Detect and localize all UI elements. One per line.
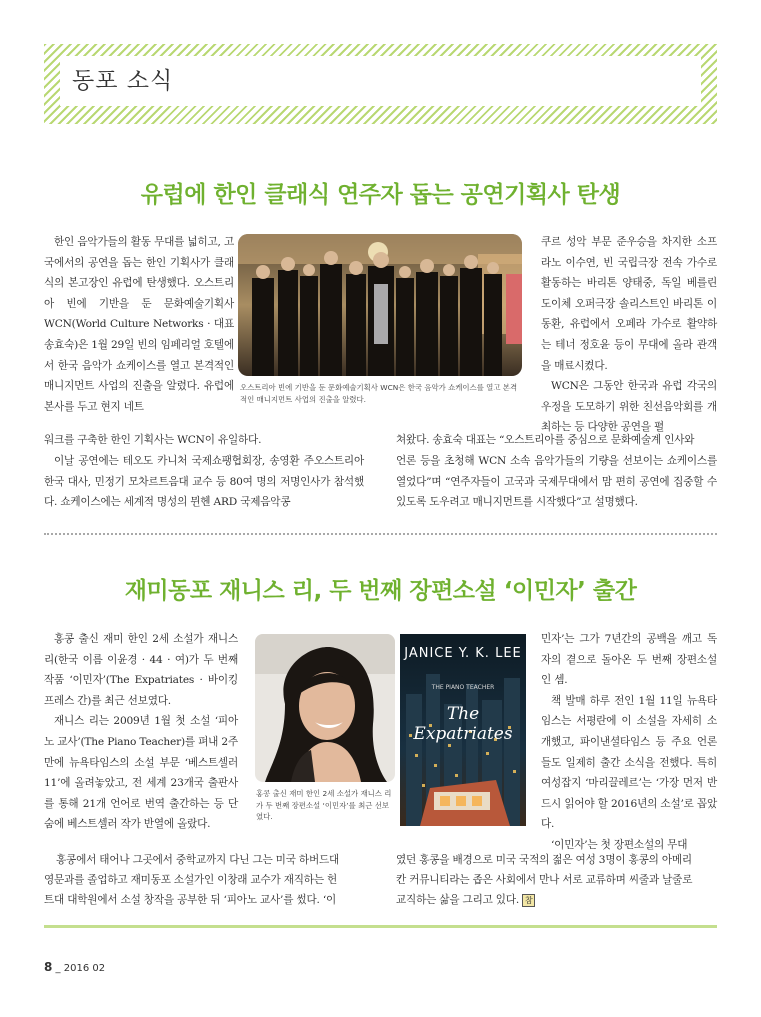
article2-right-text-1: 민자’는 그가 7년간의 공백을 깨고 독자의 곁으로 돌아온 두 번째 장편소설인 셈. [541,633,717,687]
article2-photo-caption: 홍콩 출신 재미 한인 2세 소설가 재니스 리가 두 번째 장편소설 ‘이민자’를 최근 선보였다. [256,789,392,821]
article2-wide-right-2: 칸 커뮤니티라는 좁은 사회에서 만나 서로 교류하며 씨줄과 날줄로 [396,874,693,886]
article1-right-text-2: WCN은 그동안 한국과 유럽 각국의 우정을 도모하기 위한 친선음악회를 개최하는 등 다양한 공연을 펼 [541,380,717,434]
page-footer [44,960,105,974]
issue-date: _ 2016 02 [55,963,106,974]
concert-group-photo [238,234,522,376]
article1-lower-left-text: 이날 공연에는 테오도 카니처 국제쇼팽협회장, 송영환 주오스트리아 한국 대사, 민정기 모차르트음대 교수 등 80여 명의 저명인사가 참석했다. 쇼케이스에는 세계적 명성의 뮌헨 ARD 국제음악콩 [44,455,364,509]
article1-photo-caption: 오스트리아 빈에 기반을 둔 문화예술기획사 WCN은 한국 음악가 쇼케이스를 열고 본격적인 매니지먼트 사업의 진출을 알렸다. [240,383,518,404]
article1-right-text-1: 쿠르 성악 부문 준우승을 차지한 소프라노 이수연, 빈 국립극장 전속 가수로 활동하는 바리톤 양태중, 독일 베를린 도이체 오퍼극장 솔리스트인 바리톤 이동환, 유럽에서 오페라 가수로 활약하는 테너 정호윤 등이 무대에 올라 관객을 매료시켰다. [541,236,717,372]
article2-right-column [541,629,717,856]
article1-lower-right [396,451,717,513]
article2-right-text-3: ‘이민자’는 첫 장편소설의 무대 [551,838,688,851]
article2-wide-left-3: 트대 대학원에서 소설 창작을 공부한 뒤 ‘피아노 교사’를 썼다. ‘이 [44,894,337,906]
article-divider [44,533,717,535]
article2-left-text-2: 재니스 리는 2009년 1월 첫 소설 ‘피아노 교사’(The Piano Teacher)를 펴내 2주 만에 뉴욕타임스의 소설 부문 ‘베스트셀러 11’에 올려놓았고, 전 세계 23개국 출판사를 통해 21개 언어로 번역 출간하는 등 단숨에 베스트셀러 작가 반열에 올랐다. [44,715,238,831]
book-cover-the-expatriates [400,634,526,826]
article2-wide-right-1: 였던 홍콩을 배경으로 미국 국적의 젊은 여성 3명이 홍콩의 아메리 [396,854,692,866]
section-title: 동포 소식 [72,68,174,94]
article1-headline: 유럽에 한인 클래식 연주자 돕는 공연기획사 탄생 [140,182,621,208]
article2-right-text-2: 책 발매 하루 전인 1월 11일 뉴욕타임스는 서평란에 이 소설을 자세히 소개했고, 파이낸셜타임스 등 주요 언론들도 일제히 출간 소식을 전했다. 특히 여성잡지 ‘마리끌레르’는 ‘가장 먼저 반드시 읽어야 할 2016년의 소설’로 꼽았다. [541,694,717,831]
page-number: 8 [44,960,53,974]
article1-left-text: 한인 음악가들의 활동 무대를 넓히고, 고국에서의 공연을 돕는 한인 기획사가 클래식의 본고장인 유럽에 탄생했다. 오스트리아 빈에 기반을 둔 문화예술기획사 WCN(World Culture Networks · 대표 송효숙)은 1월 29일 빈의 임페리얼 호텔에서 한국 음악가 쇼케이스를 열고 본격적인 매니지먼트 사업의 진출을 알렸다. 유럽에 본사를 두고 현지 네트 [44,236,234,413]
section-header [60,56,701,106]
article2-wide-left-2: 영문과를 졸업하고 재미동포 소설가인 이창래 교수가 재직하는 헌 [44,874,338,886]
article1-right-column [541,232,717,438]
article2-wide-left-1: 홍콩에서 태어나 그곳에서 중학교까지 다닌 그는 미국 하버드대 [56,854,340,866]
author-portrait-photo [255,634,395,782]
article1-full-line-left: 워크를 구축한 한인 기획사는 WCN이 유일하다. [44,434,262,446]
article2-left-text-1: 홍콩 출신 재미 한인 2세 소설가 재니스 리(한국 이름 이윤경 · 44 · 여)가 두 번째 작품 ‘이민자’(The Expatriates · 바이킹 프레스 간)를 최근 선보였다. [44,633,238,707]
article2-wide-right-3 [396,890,535,911]
article2-headline: 재미동포 재니스 리, 두 번째 장편소설 ‘이민자’ 출간 [124,578,637,604]
article1-lower-right-text: 언론 등을 초청해 WCN 소속 음악가들의 기량을 선보이는 쇼케이스를 열었다”며 “연주자들이 고국과 국제무대에서 맘 편히 공연에 집중할 수 있도록 도우려고 매니지먼트를 시작했다”고 설명했다. [396,455,717,509]
article1-lower-left [44,451,364,513]
article2-closing-text: 교직하는 삶을 그리고 있다. [396,894,520,906]
article1-left-column [44,232,234,417]
book-subtitle: THE PIANO TEACHER [431,684,495,691]
bottom-rule [44,925,717,928]
article1-full-line-right: 쳐왔다. 송효숙 대표는 “오스트리아를 중심으로 문화예술계 인사와 [396,434,695,446]
article2-left-column [44,629,238,835]
book-author-name: JANICE Y. K. LEE [404,646,522,661]
end-of-article-icon: 참 [522,894,535,907]
book-title: The Expatriates [413,704,513,744]
